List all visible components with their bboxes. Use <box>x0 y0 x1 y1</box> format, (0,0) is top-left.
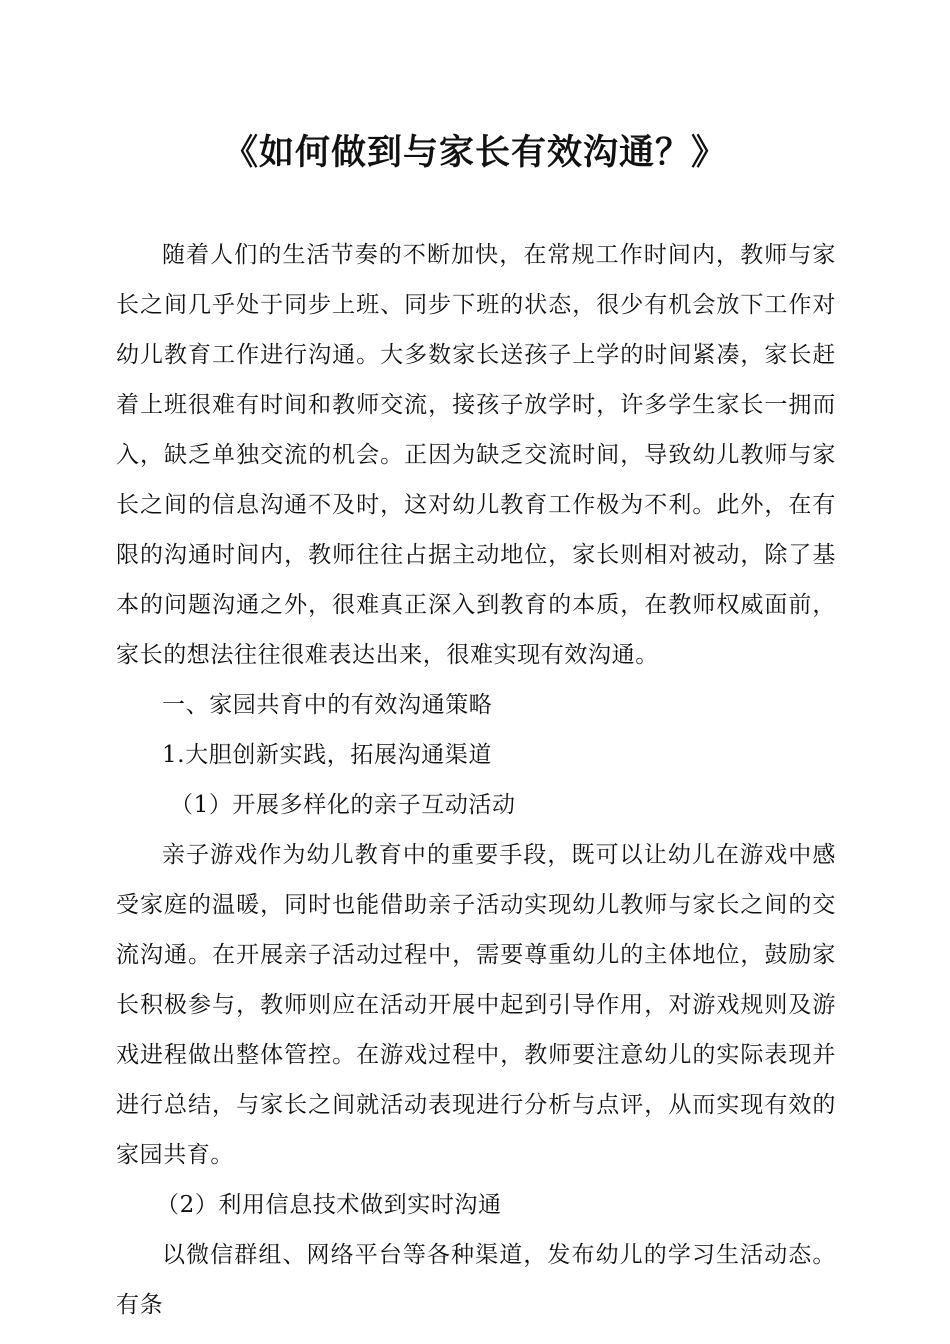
document-body <box>116 230 836 1330</box>
subsection-heading-1-1: 1.大胆创新实践，拓展沟通渠道 <box>162 742 492 768</box>
document-title: 《如何做到与家长有效沟通？》 <box>222 132 727 173</box>
section-heading-1: 一、家园共育中的有效沟通策略 <box>162 692 493 718</box>
paragraph-parent-child-games: 亲子游戏作为幼儿教育中的重要手段，既可以让幼儿在游戏中感受家庭的温暖，同时也能借助亲子活动实现幼儿教师与家长之间的交流沟通。在开展亲子活动过程中，需要尊重幼儿的主体地位，鼓励家长积极参与，教师则应在活动开展中起到引导作用，对游戏规则及游戏进程做出整体管控。在游戏过程中，教师要注意幼儿的实际表现并进行总结，与家长之间就活动表现进行分析与点评，从而实现有效的家园共育。 <box>116 842 836 1168</box>
paragraph-information-technology: 以微信群组、网络平台等各种渠道，发布幼儿的学习生活动态。有条 <box>116 1242 836 1318</box>
item-heading-2: （2）利用信息技术做到实时沟通 <box>156 1192 502 1218</box>
paragraph-intro: 随着人们的生活节奏的不断加快，在常规工作时间内，教师与家长之间几乎处于同步上班、同步下班的状态，很少有机会放下工作对幼儿教育工作进行沟通。大多数家长送孩子上学的时间紧凑，家长赶着上班很难有时间和教师交流，接孩子放学时，许多学生家长一拥而入，缺乏单独交流的机会。正因为缺乏交流时间，导致幼儿教师与家长之间的信息沟通不及时，这对幼儿教育工作极为不利。此外，在有限的沟通时间内，教师往往占据主动地位，家长则相对被动，除了基本的问题沟通之外，很难真正深入到教育的本质，在教师权威面前，家长的想法往往很难表达出来，很难实现有效沟通。 <box>116 242 836 668</box>
item-heading-1: （1）开展多样化的亲子互动活动 <box>170 792 516 818</box>
